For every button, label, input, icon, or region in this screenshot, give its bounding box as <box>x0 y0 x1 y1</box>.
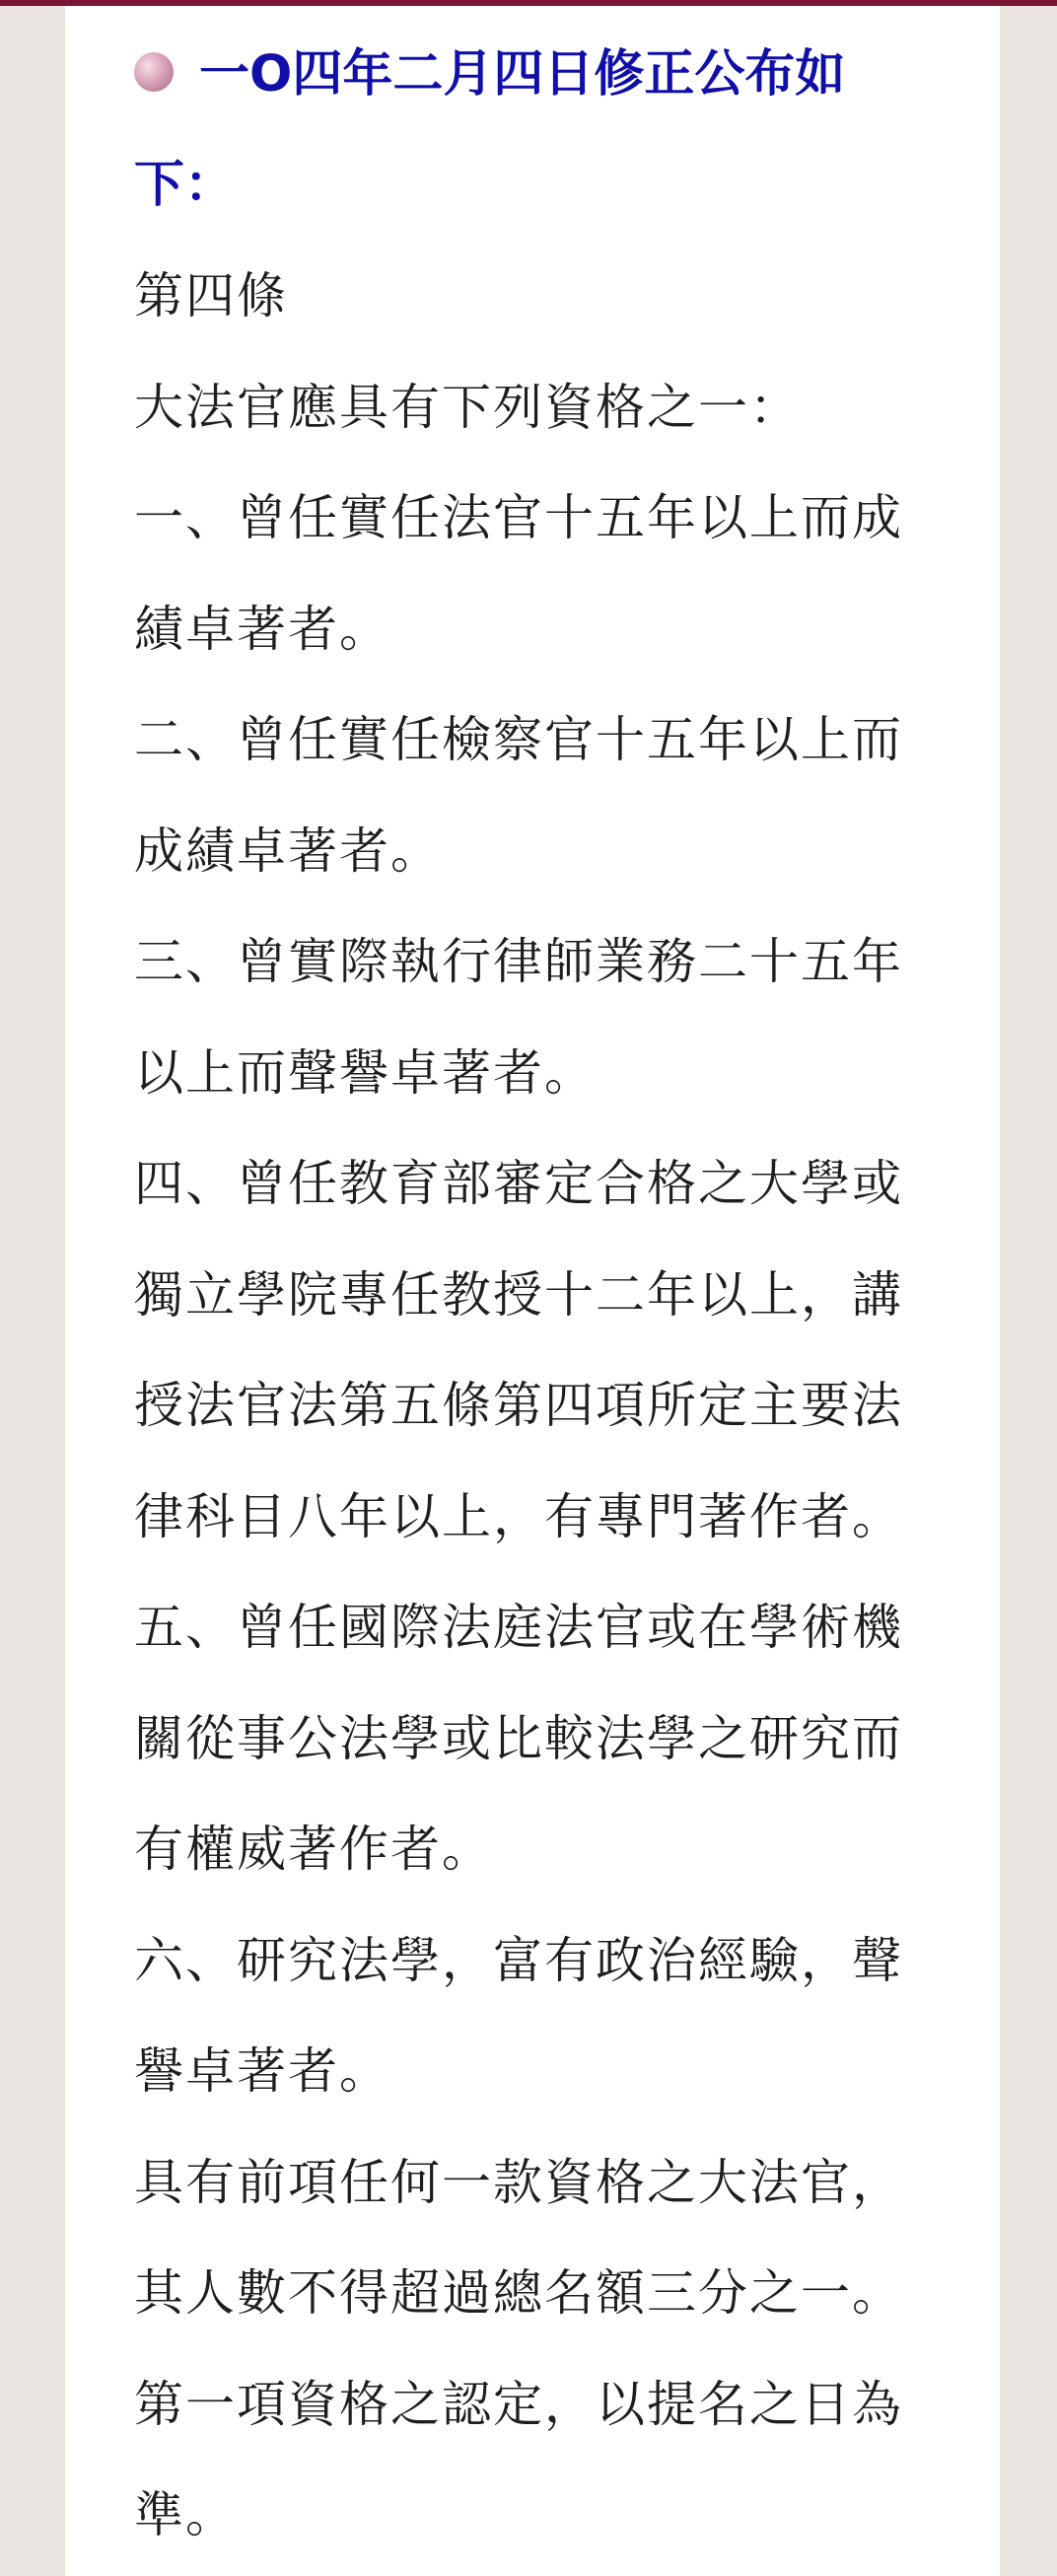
article-line: 大法官應具有下列資格之一： <box>134 378 801 436</box>
article-line: 其人數不得超過總名額三分之一。 <box>134 2264 903 2322</box>
article-line: 關從事公法學或比較法學之研究而 <box>134 1709 903 1767</box>
article-content <box>134 20 923 2571</box>
amendment-heading <box>134 20 923 241</box>
heading-line-2: 下： <box>134 156 236 214</box>
article-line: 準。 <box>134 2486 237 2543</box>
article-line: 一、曾任實任法官十五年以上而成 <box>134 489 903 546</box>
article-line: 以上而聲譽卓著者。 <box>134 1043 596 1102</box>
article-line: 第一項資格之認定，以提名之日為 <box>134 2375 903 2433</box>
document-page <box>65 6 1000 2576</box>
article-line: 五、曾任國際法庭法官或在學術機 <box>134 1599 903 1656</box>
article-line: 獨立學院專任教授十二年以上，講 <box>134 1265 903 1324</box>
article-line: 成績卓著者。 <box>134 822 442 880</box>
article-line: 績卓著者。 <box>134 600 390 658</box>
article-line: 二、曾任實任檢察官十五年以上而 <box>134 711 903 768</box>
article-line: 四、曾任教育部審定合格之大學或 <box>134 1155 903 1212</box>
article-line: 三、曾實際執行律師業務二十五年 <box>134 933 903 990</box>
article-line: 律科目八年以上，有專門著作者。 <box>134 1487 903 1545</box>
heading-line-1-text: 一O四年二月四日修正公布如 <box>199 45 846 104</box>
article-line: 授法官法第五條第四項所定主要法 <box>134 1377 903 1434</box>
article-line: 譽卓著者。 <box>134 2042 390 2100</box>
article-title: 第四條 <box>134 267 288 324</box>
article-line: 具有前項任何一款資格之大法官， <box>134 2153 903 2211</box>
article-line: 有權威著作者。 <box>134 1821 493 1878</box>
article-line: 六、研究法學，富有政治經驗，聲 <box>134 1931 903 1989</box>
heading-line-1 <box>134 20 923 130</box>
pink-sphere-bullet-icon <box>134 52 174 92</box>
article-body <box>134 241 923 2571</box>
